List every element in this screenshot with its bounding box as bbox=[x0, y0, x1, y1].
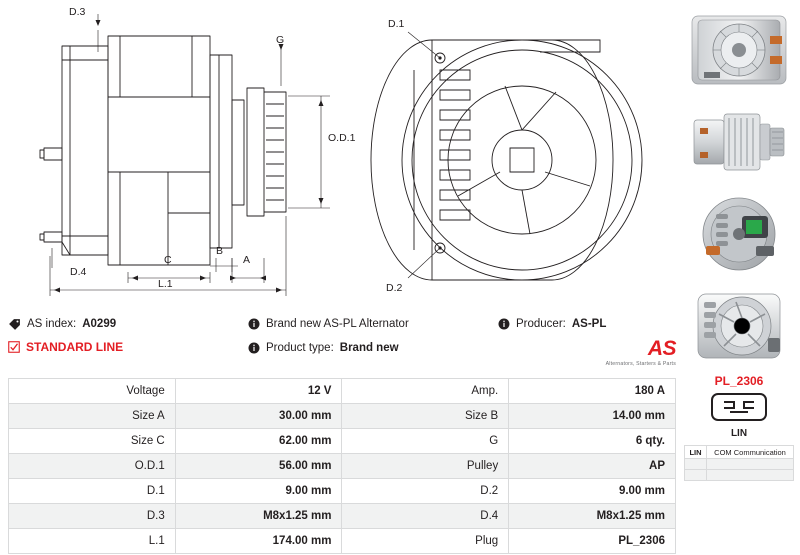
plug-pinout-table bbox=[684, 445, 794, 481]
dim-label-b: B bbox=[216, 245, 224, 257]
table-row bbox=[685, 459, 794, 470]
specifications-body bbox=[9, 379, 676, 554]
product-photo-strip bbox=[684, 6, 794, 481]
standard-line-badge bbox=[8, 336, 248, 358]
product-info-bar bbox=[8, 312, 676, 372]
spec-value: 12 V bbox=[175, 379, 342, 404]
aspl-logo bbox=[606, 338, 676, 367]
standard-line-label: STANDARD LINE bbox=[26, 340, 124, 354]
spec-value: 14.00 mm bbox=[509, 404, 676, 429]
info-column-left bbox=[8, 312, 248, 358]
product-photo-side[interactable] bbox=[684, 98, 794, 186]
producer-item bbox=[498, 312, 676, 336]
product-type-value: Brand new bbox=[339, 342, 399, 354]
info-column-right bbox=[498, 312, 676, 367]
spec-key: Plug bbox=[342, 529, 509, 554]
as-index-item bbox=[8, 312, 248, 336]
spec-value: 30.00 mm bbox=[175, 404, 342, 429]
spec-value: 9.00 mm bbox=[509, 479, 676, 504]
tag-icon bbox=[8, 318, 21, 331]
technical-drawings bbox=[0, 0, 676, 310]
brand-text: Brand new AS-PL Alternator bbox=[266, 318, 409, 330]
spec-key: Size C bbox=[9, 429, 176, 454]
table-row bbox=[685, 446, 794, 459]
plug-symbol-box bbox=[684, 390, 794, 439]
info-circle-icon bbox=[248, 342, 260, 354]
spec-value: M8x1.25 mm bbox=[175, 504, 342, 529]
table-row bbox=[9, 504, 676, 529]
pin-key bbox=[685, 459, 707, 470]
brand-item bbox=[248, 312, 498, 336]
spec-key: D.3 bbox=[9, 504, 176, 529]
spec-value: 6 qty. bbox=[509, 429, 676, 454]
spec-key: G bbox=[342, 429, 509, 454]
spec-key: Amp. bbox=[342, 379, 509, 404]
specifications-table bbox=[8, 378, 676, 554]
dim-label-od1: O.D.1 bbox=[328, 132, 356, 144]
spec-key: D.1 bbox=[9, 479, 176, 504]
pin-desc: COM Communication bbox=[707, 446, 794, 459]
pin-desc bbox=[707, 470, 794, 481]
plug-name: LIN bbox=[730, 428, 748, 439]
product-type-item bbox=[248, 336, 498, 360]
dim-label-c: C bbox=[164, 254, 172, 266]
table-row bbox=[685, 470, 794, 481]
dim-label-d3: D.3 bbox=[69, 6, 86, 18]
table-row bbox=[9, 379, 676, 404]
plug-code: PL_2306 bbox=[714, 374, 764, 388]
spec-value: 9.00 mm bbox=[175, 479, 342, 504]
table-row bbox=[9, 529, 676, 554]
spec-key: Size B bbox=[342, 404, 509, 429]
spec-value: M8x1.25 mm bbox=[509, 504, 676, 529]
plug-connector-icon bbox=[710, 390, 768, 424]
info-column-middle bbox=[248, 312, 498, 360]
spec-value: 62.00 mm bbox=[175, 429, 342, 454]
info-circle-icon bbox=[498, 318, 510, 330]
table-row bbox=[9, 429, 676, 454]
drawing-svg bbox=[0, 0, 676, 310]
dim-label-d1: D.1 bbox=[388, 18, 405, 30]
product-photo-regulator[interactable] bbox=[684, 190, 794, 278]
spec-key: Voltage bbox=[9, 379, 176, 404]
pin-key bbox=[685, 470, 707, 481]
producer-label: Producer: bbox=[516, 318, 566, 330]
dim-label-d2: D.2 bbox=[386, 282, 403, 294]
aspl-logo-word: AS bbox=[647, 337, 676, 360]
product-photo-rear[interactable] bbox=[684, 6, 794, 94]
as-index-label: AS index: bbox=[27, 318, 77, 330]
table-row bbox=[9, 454, 676, 479]
aspl-logo-subtitle: Alternators, Starters & Parts bbox=[605, 361, 676, 367]
table-row bbox=[9, 479, 676, 504]
spec-key: O.D.1 bbox=[9, 454, 176, 479]
dim-label-g: G bbox=[276, 34, 285, 46]
spec-value: 56.00 mm bbox=[175, 454, 342, 479]
spec-key: Pulley bbox=[342, 454, 509, 479]
info-circle-icon bbox=[248, 318, 260, 330]
spec-value: 174.00 mm bbox=[175, 529, 342, 554]
dim-label-d4: D.4 bbox=[70, 266, 87, 278]
spec-value: 180 A bbox=[509, 379, 676, 404]
spec-value: PL_2306 bbox=[509, 529, 676, 554]
spec-key: D.2 bbox=[342, 479, 509, 504]
check-square-icon bbox=[8, 341, 20, 353]
producer-value: AS-PL bbox=[571, 318, 607, 330]
dim-label-a: A bbox=[243, 254, 251, 266]
spec-key: L.1 bbox=[9, 529, 176, 554]
spec-key: D.4 bbox=[342, 504, 509, 529]
pin-key: LIN bbox=[685, 446, 707, 459]
table-row bbox=[9, 404, 676, 429]
product-type-label: Product type: bbox=[266, 342, 334, 354]
product-photo-front[interactable] bbox=[684, 282, 794, 370]
pin-desc bbox=[707, 459, 794, 470]
dim-label-l1: L.1 bbox=[158, 278, 173, 290]
spec-value: AP bbox=[509, 454, 676, 479]
spec-key: Size A bbox=[9, 404, 176, 429]
as-index-value: A0299 bbox=[82, 318, 117, 330]
